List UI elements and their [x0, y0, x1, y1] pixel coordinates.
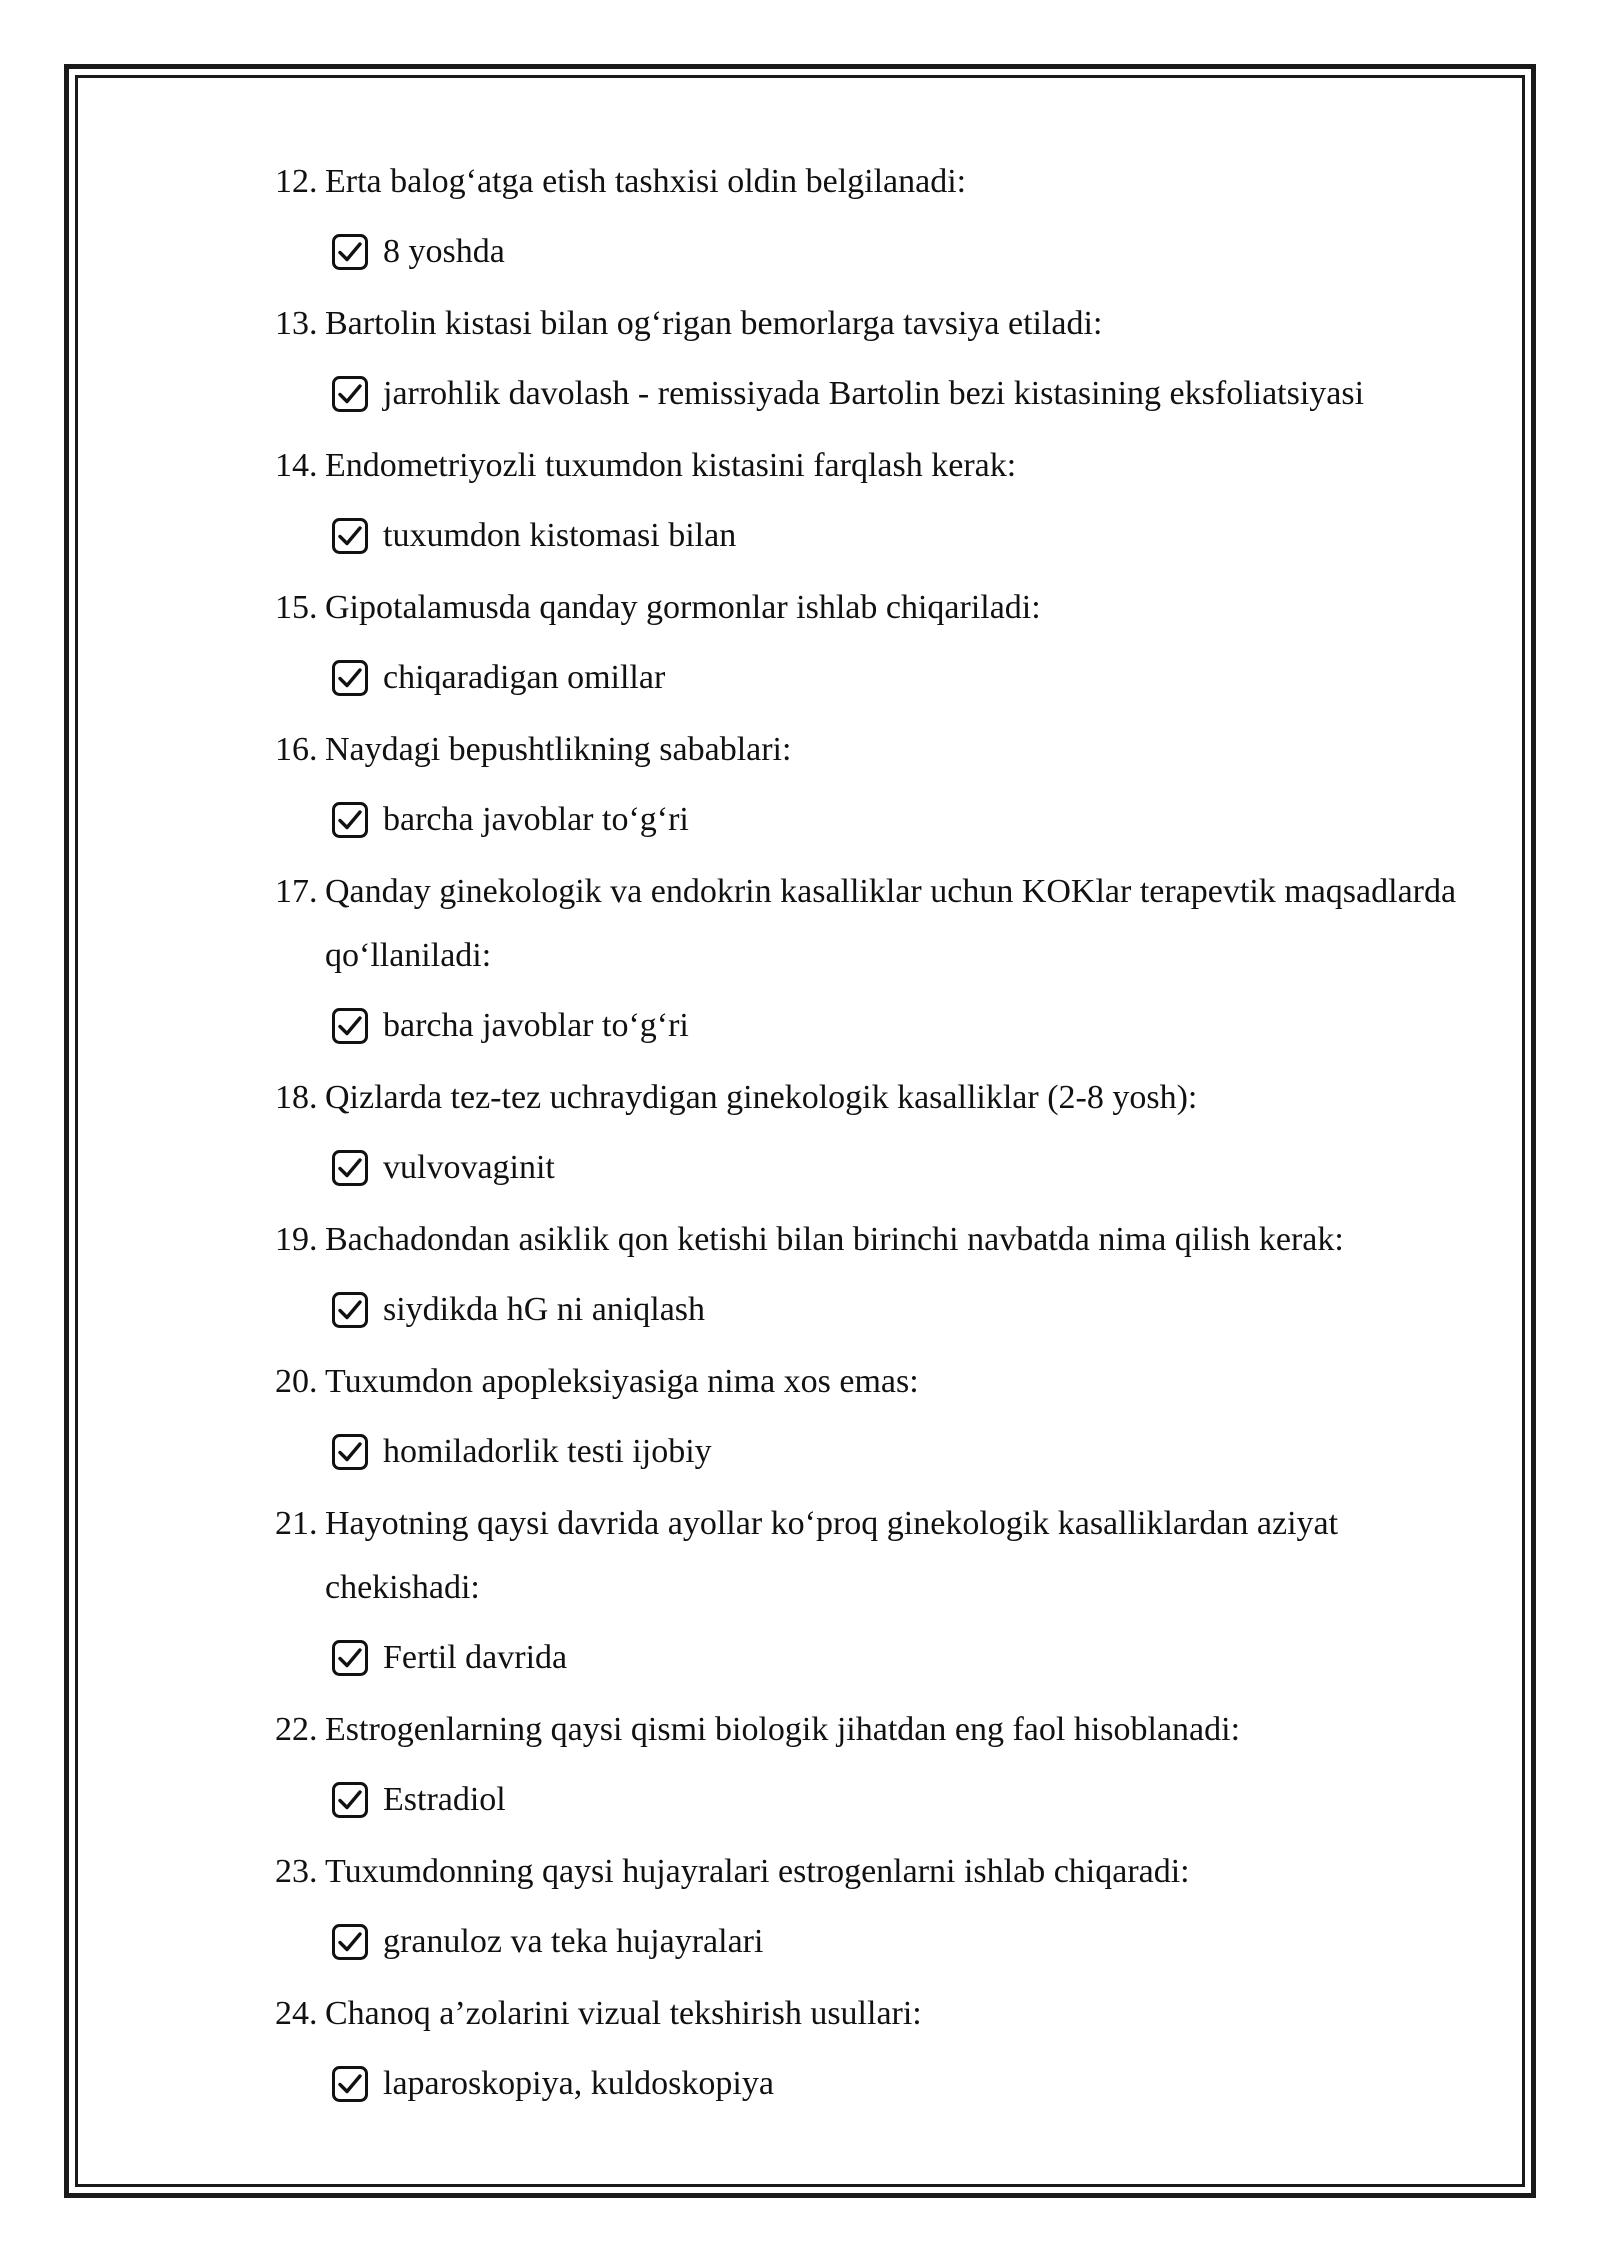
question-number: 12.	[275, 163, 318, 200]
question-text: Tuxumdon apopleksiyasiga nima xos emas:	[325, 1363, 919, 1400]
question-list	[275, 150, 1495, 2124]
question-number: 22.	[275, 1711, 318, 1748]
question-number: 19.	[275, 1221, 318, 1258]
question	[275, 1698, 1495, 1762]
answer	[275, 1414, 1495, 1490]
question-text: Erta balog‘atga etish tashxisi oldin belgilanadi:	[325, 163, 967, 200]
checked-box-icon	[331, 801, 369, 839]
answer	[275, 1904, 1495, 1980]
answer-text: 8 yoshda	[383, 233, 505, 270]
question-number: 20.	[275, 1363, 318, 1400]
question-text: Naydagi bepushtlikning sabablari:	[325, 731, 792, 768]
question-number: 24.	[275, 1995, 318, 2032]
question	[275, 150, 1495, 214]
answer-text: siydikda hG ni aniqlash	[383, 1291, 706, 1328]
question-item	[275, 1208, 1495, 1348]
answer-text: Fertil davrida	[383, 1639, 568, 1676]
checked-box-icon	[331, 1291, 369, 1329]
question-number: 15.	[275, 589, 318, 626]
question-number: 16.	[275, 731, 318, 768]
question-text: Qanday ginekologik va endokrin kasalliklar uchun KOKlar terapevtik maqsadlarda qo‘llaniladi:	[325, 873, 1457, 974]
answer	[275, 1130, 1495, 1206]
question-text: Chanoq a’zolarini vizual tekshirish usullari:	[325, 1995, 922, 2032]
answer-text: jarrohlik davolash - remissiyada Bartolin bezi kistasining eksfoliatsiyasi	[383, 375, 1365, 412]
question-text: Bachadondan asiklik qon ketishi bilan birinchi navbatda nima qilish kerak:	[325, 1221, 1344, 1258]
question	[275, 1350, 1495, 1414]
checked-box-icon	[331, 2065, 369, 2103]
answer	[275, 356, 1495, 432]
answer-text: granuloz va teka hujayralari	[383, 1923, 764, 1960]
answer	[275, 214, 1495, 290]
question-text: Qizlarda tez-tez uchraydigan ginekologik kasalliklar (2-8 yosh):	[325, 1079, 1198, 1116]
question-number: 18.	[275, 1079, 318, 1116]
question-item	[275, 860, 1495, 1064]
answer	[275, 640, 1495, 716]
question-text: Hayotning qaysi davrida ayollar ko‘proq ginekologik kasalliklardan aziyat chekishadi:	[325, 1505, 1339, 1606]
checked-box-icon	[331, 1149, 369, 1187]
question-number: 23.	[275, 1853, 318, 1890]
answer	[275, 988, 1495, 1064]
question	[275, 1492, 1495, 1620]
checked-box-icon	[331, 1433, 369, 1471]
question	[275, 576, 1495, 640]
question-item	[275, 1492, 1495, 1696]
answer-text: laparoskopiya, kuldoskopiya	[383, 2065, 774, 2102]
question-text: Bartolin kistasi bilan og‘rigan bemorlarga tavsiya etiladi:	[325, 305, 1103, 342]
question-number: 14.	[275, 447, 318, 484]
checked-box-icon	[331, 517, 369, 555]
answer	[275, 1762, 1495, 1838]
answer-text: vulvovaginit	[383, 1149, 555, 1186]
question-item	[275, 292, 1495, 432]
question-item	[275, 150, 1495, 290]
checked-box-icon	[331, 1007, 369, 1045]
checked-box-icon	[331, 1781, 369, 1819]
checked-box-icon	[331, 233, 369, 271]
question-item	[275, 718, 1495, 858]
question	[275, 860, 1495, 988]
question-item	[275, 434, 1495, 574]
answer-text: chiqaradigan omillar	[383, 659, 666, 696]
question	[275, 1840, 1495, 1904]
answer-text: homiladorlik testi ijobiy	[383, 1433, 712, 1470]
answer	[275, 498, 1495, 574]
question-item	[275, 1840, 1495, 1980]
answer-text: Estradiol	[383, 1781, 506, 1818]
question-number: 21.	[275, 1505, 318, 1542]
question	[275, 1066, 1495, 1130]
question-text: Tuxumdonning qaysi hujayralari estrogenlarni ishlab chiqaradi:	[325, 1853, 1190, 1890]
question-text: Estrogenlarning qaysi qismi biologik jihatdan eng faol hisoblanadi:	[325, 1711, 1241, 1748]
question-item	[275, 1982, 1495, 2122]
question-item	[275, 1698, 1495, 1838]
answer	[275, 1620, 1495, 1696]
question-number: 17.	[275, 873, 318, 910]
question-item	[275, 1066, 1495, 1206]
answer-text: barcha javoblar to‘g‘ri	[383, 1007, 689, 1044]
question	[275, 718, 1495, 782]
answer	[275, 782, 1495, 858]
answer	[275, 2046, 1495, 2122]
question	[275, 434, 1495, 498]
answer	[275, 1272, 1495, 1348]
question-item	[275, 576, 1495, 716]
checked-box-icon	[331, 1923, 369, 1961]
question-text: Gipotalamusda qanday gormonlar ishlab chiqariladi:	[325, 589, 1041, 626]
checked-box-icon	[331, 659, 369, 697]
question-item	[275, 1350, 1495, 1490]
checked-box-icon	[331, 1639, 369, 1677]
checked-box-icon	[331, 375, 369, 413]
question-text: Endometriyozli tuxumdon kistasini farqlash kerak:	[325, 447, 1017, 484]
question-number: 13.	[275, 305, 318, 342]
question	[275, 292, 1495, 356]
answer-text: barcha javoblar to‘g‘ri	[383, 801, 689, 838]
answer-text: tuxumdon kistomasi bilan	[383, 517, 737, 554]
question	[275, 1208, 1495, 1272]
question	[275, 1982, 1495, 2046]
